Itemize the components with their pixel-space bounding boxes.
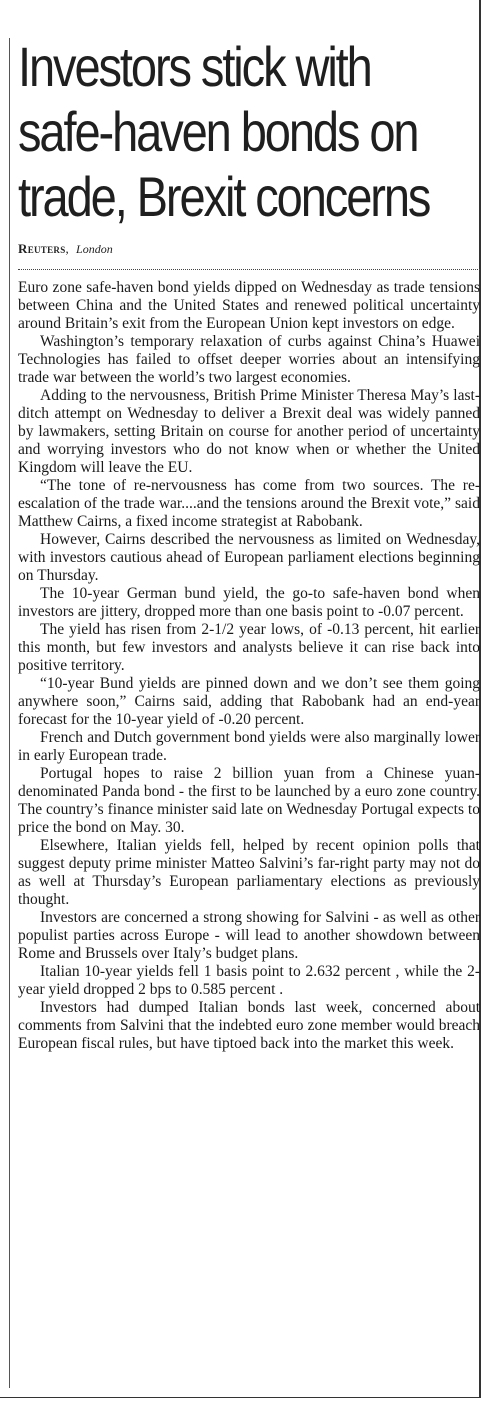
- headline: Investors stick with safe-haven bonds on trade, Brexit concerns: [18, 35, 430, 228]
- paragraph: Euro zone safe-haven bond yields dipped on Wednesday as trade tensions between China and the United States and renewed political uncertainty around Britain’s exit from the European Union kept investors on edge.: [18, 279, 480, 332]
- paragraph: Italian 10-year yields fell 1 basis point to 2.632 percent , while the 2-year yield dropped 2 bps to 0.585 percent .: [18, 963, 480, 998]
- paragraph: Adding to the nervousness, British Prime Minister Theresa May’s last-ditch attempt on Wednesday to deliver a Brexit deal was widely panned by lawmakers, setting Britain on course for another period of uncertainty and worrying investors who do not know when or whether the United Kingdom will leave the EU.: [18, 387, 480, 476]
- paragraph: Washington’s temporary relaxation of curbs against China’s Huawei Technologies has failed to offset deeper worries about an intensifying trade war between the world’s two largest economies.: [18, 333, 480, 386]
- news-article: [18, 34, 480, 1053]
- paragraph: French and Dutch government bond yields were also marginally lower in early European trade.: [18, 729, 480, 764]
- byline-agency: Reuters: [18, 241, 66, 256]
- article-body: [18, 279, 480, 1053]
- paragraph: The 10-year German bund yield, the go-to safe-haven bond when investors are jittery, dropped more than one basis point to -0.07 percent.: [18, 585, 480, 620]
- paragraph: Investors are concerned a strong showing for Salvini - as well as other populist parties across Europe - will lead to another showdown between Rome and Brussels over Italy’s budget plans.: [18, 909, 480, 962]
- dotted-divider: [18, 269, 480, 270]
- paragraph: “10-year Bund yields are pinned down and we don’t see them going anywhere soon,” Cairns said, adding that Rabobank had an end-year forecast for the 10-year yield of -0.20 percent.: [18, 675, 480, 728]
- paragraph: Portugal hopes to raise 2 billion yuan from a Chinese yuan-denominated Panda bond - the first to be launched by a euro zone country. The country’s finance minister said late on Wednesday Portugal expects to price the bond on May. 30.: [18, 765, 480, 836]
- paragraph: The yield has risen from 2-1/2 year lows, of -0.13 percent, hit earlier this month, but few investors and analysts believe it can rise back into positive territory.: [18, 621, 480, 674]
- byline-place: London: [76, 242, 113, 256]
- paragraph: Investors had dumped Italian bonds last week, concerned about comments from Salvini that the indebted euro zone member would breach European fiscal rules, but have tiptoed back into the market this week.: [18, 999, 480, 1052]
- byline: Reuters, London: [18, 241, 113, 256]
- paragraph: Elsewhere, Italian yields fell, helped by recent opinion polls that suggest deputy prime minister Matteo Salvini’s far-right party may not do as well at Thursday’s European parliamentary elections as previously thought.: [18, 837, 480, 908]
- bottom-rule: [0, 1397, 481, 1398]
- paragraph: However, Cairns described the nervousness as limited on Wednesday, with investors cautious ahead of European parliament elections beginning on Thursday.: [18, 531, 480, 584]
- left-column-rule: [9, 38, 10, 1388]
- paragraph: “The tone of re-nervousness has come from two sources. The re-escalation of the trade war....and the tensions around the Brexit vote,” said Matthew Cairns, a fixed income strategist at Rabobank.: [18, 477, 480, 530]
